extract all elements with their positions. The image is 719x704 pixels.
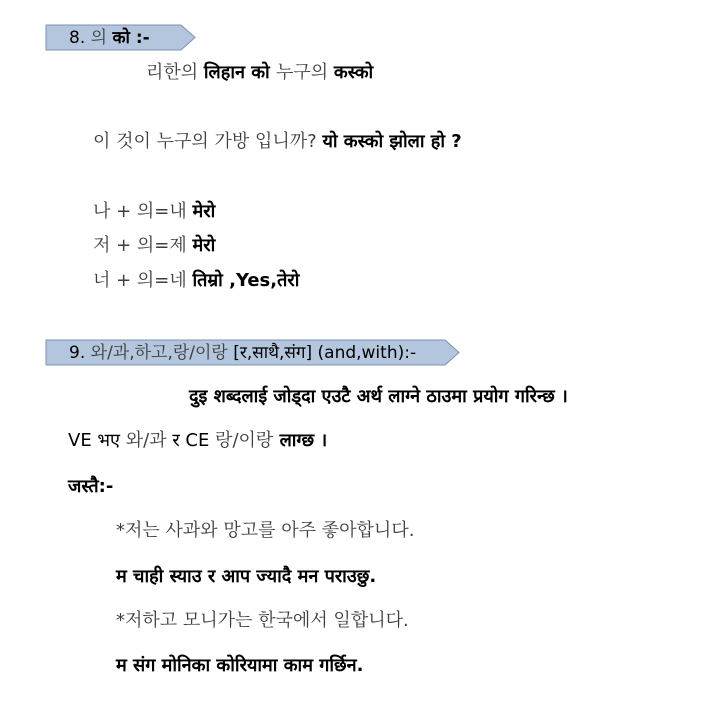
section-8-heading xyxy=(69,27,150,49)
section-9-rest: [र,साथै,संग] (and,with):- xyxy=(227,343,417,363)
examples-label: जस्तै:- xyxy=(68,476,114,497)
section-9-number: 9. xyxy=(69,343,86,363)
question-example: 이 것이 누구의 가방 입니까? यो कस्को झोला हो ? xyxy=(93,131,462,152)
section-8-banner xyxy=(45,24,197,51)
example-korean: *저는 사과와 망고를 아주 좋아합니다. xyxy=(116,520,415,541)
section-8-number: 8. xyxy=(69,28,86,48)
example-phrase: 리한의 लिहान को 누구의 कस्को xyxy=(146,62,374,83)
section-9-korean: 와/과,하고,랑/이랑 xyxy=(90,343,228,363)
section-9-heading xyxy=(69,342,416,364)
pronoun-row: 저 + 의=제 मेरो xyxy=(93,235,216,256)
section-8-korean: 의 xyxy=(90,28,108,48)
usage-description: दुइ शब्दलाई जोड्दा एउटै अर्थ लाग्ने ठाउमा प्रयोग गरिन्छ । xyxy=(189,386,568,407)
section-9-banner xyxy=(45,339,461,366)
example-nepali: म संग मोनिका कोरियामा काम गर्छिन. xyxy=(116,655,364,676)
pronoun-row: 너 + 의=네 तिम्रो ,Yes,तेरो xyxy=(93,270,300,291)
rule-line: VE भए 와/과 र CE 랑/이랑 लाग्छ । xyxy=(68,430,328,451)
pronoun-row: 나 + 의=내 मेरो xyxy=(93,201,216,222)
section-8-nepali: को :- xyxy=(112,28,150,48)
example-nepali: म चाही स्याउ र आप ज्यादै मन पराउछु. xyxy=(116,566,377,587)
example-korean: *저하고 모니가는 한국에서 일합니다. xyxy=(116,610,409,631)
